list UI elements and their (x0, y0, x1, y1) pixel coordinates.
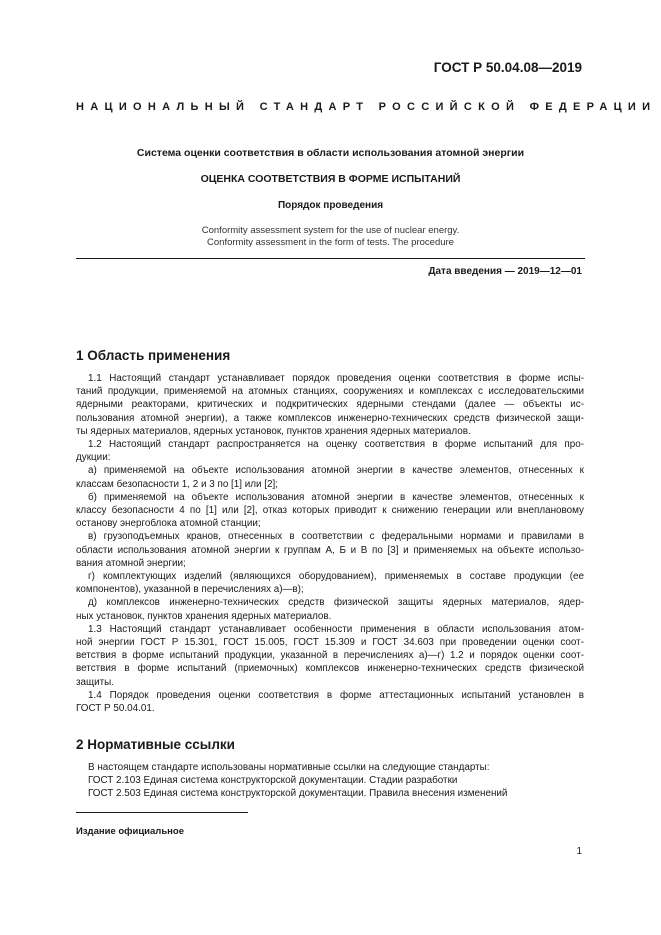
text-line: защиты. (76, 676, 115, 688)
text-line: 1.2 Настоящий стандарт распространяется на оценку соответствия в форме испытаний для про- (88, 439, 584, 451)
text-line: 1.4 Порядок проведения оценки соответствия в форме аттестационных испытаний установлен в (88, 689, 584, 701)
text-line: ядерными реакторами, критических и подкритических ядерными стендами (далее — объекты ис- (76, 399, 584, 411)
national-standard-banner: НАЦИОНАЛЬНЫЙ СТАНДАРТ РОССИЙСКОЙ ФЕДЕРАЦИИ (76, 101, 657, 113)
text-line: б) применяемой на объекте использования атомной энергии в качестве элементов, отнесенных к (88, 491, 584, 503)
text-line: ГОСТ 2.503 Единая система конструкторской документации. Правила внесения изменений (88, 788, 508, 800)
english-title-line-2: Conformity assessment in the form of tests. The procedure (207, 237, 454, 248)
text-line: ГОСТ 2.103 Единая система конструкторской документации. Стадии разработки (88, 775, 458, 787)
english-title (76, 225, 585, 249)
footer-divider (76, 812, 248, 813)
text-line: д) комплексов инженерно-технических средств физической защиты ядерных материалов, ядер- (88, 597, 584, 609)
introduction-date: Дата введения — 2019—12—01 (428, 266, 582, 277)
text-line: дукции: (76, 452, 111, 464)
text-line: ветствия в форме испытаний (приемочных) комплексов инженерно-технических средств физической (76, 663, 584, 675)
header-divider (76, 258, 585, 259)
text-line: г) комплектующих изделий (являющихся оборудованием), применяемых в составе продукции (ее (88, 571, 584, 583)
text-line: классу безопасности 4 по [1] или [2], отказ которых приводит к снижению генерации или внеплановому (76, 505, 584, 517)
text-line: в) грузоподъемных кранов, отнесенных в соответствии с федеральными нормами и правилами в (88, 531, 584, 543)
text-line: В настоящем стандарте использованы нормативные ссылки на следующие стандарты: (88, 762, 490, 773)
text-line: ветствия в форме испытаний продукции, указанной в перечислениях а)—г) 1.2 и порядок оценки соот- (76, 650, 584, 662)
official-edition-label: Издание официальное (76, 826, 184, 837)
system-title: Система оценки соответствия в области использования атомной энергии (136, 147, 525, 159)
text-line: классам безопасности 1, 2 и 3 по [1] или [2]; (76, 478, 279, 490)
text-line: ной энергии ГОСТ Р 15.301, ГОСТ 15.005, ГОСТ 15.309 и ГОСТ 34.603 при проведении оценки соот- (76, 637, 584, 649)
text-line: а) применяемой на объекте использования атомной энергии в качестве элементов, отнесенных к (88, 465, 584, 477)
text-line: ты ядерных материалов, ядерных установок, пунктов хранения ядерных материалов. (76, 425, 471, 437)
text-line: области использования атомной энергии к группам А, Б и В по [3] и применяемых на объекте использо- (76, 544, 584, 556)
text-line: таний продукции, применяемой на атомных станциях, сооружениях и комплексах с исследовательскими (76, 386, 584, 398)
gost-number: ГОСТ Р 50.04.08—2019 (433, 60, 582, 75)
page-number: 1 (576, 846, 582, 857)
section-2-body (76, 761, 584, 801)
section-1-heading: 1 Область применения (76, 348, 231, 363)
text-line: 1.1 Настоящий стандарт устанавливает порядок проведения оценки соответствия в форме испы- (88, 373, 584, 384)
english-title-line-1: Conformity assessment system for the use of nuclear energy. (201, 225, 460, 236)
text-line: 1.3 Настоящий стандарт устанавливает особенности применения в области использования атом- (88, 623, 584, 635)
subtitle: Порядок проведения (277, 200, 384, 211)
main-title: ОЦЕНКА СООТВЕТСТВИЯ В ФОРМЕ ИСПЫТАНИЙ (200, 173, 461, 185)
text-line: останову энергоблока атомной станции; (76, 518, 261, 530)
text-line: пользования атомной энергии), а также комплексов инженерно-технических средств физической защи- (76, 412, 584, 424)
section-2-heading: 2 Нормативные ссылки (76, 737, 235, 752)
section-1-body (76, 372, 584, 715)
text-line: ГОСТ Р 50.04.01. (76, 703, 155, 715)
text-line: компонентов), указанной в перечислениях а)—в); (76, 584, 304, 596)
text-line: вания атомной энергии; (76, 557, 186, 569)
text-line: ных установок, пунктов хранения ядерных материалов. (76, 610, 332, 622)
